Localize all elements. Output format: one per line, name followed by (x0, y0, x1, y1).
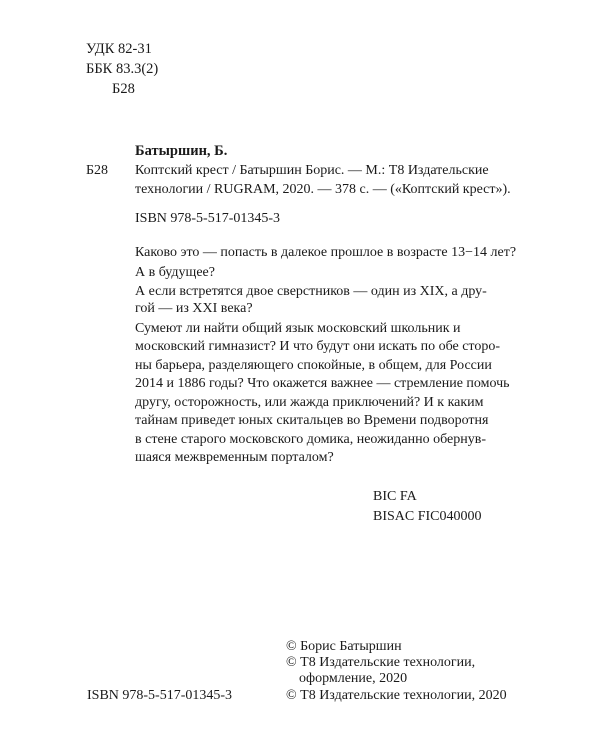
annotation-line: ны барьера, разделяющего спокойные, в общем, для России (135, 358, 492, 373)
annotation-line: тайнам приведет юных скитальцев во Времени подворотня (135, 413, 489, 428)
annotation-line: Каково это — попасть в далекое прошлое в возрасте 13−14 лет? (135, 245, 517, 260)
copyright-line: оформление, 2020 (299, 671, 408, 686)
footer-isbn: ISBN 978-5-517-01345-3 (87, 688, 233, 703)
annotation-line: в стене старого московского домика, неожиданно обернув- (135, 432, 486, 447)
copyright-line: © Борис Батыршин (286, 639, 402, 654)
record-author-mark: Б28 (86, 163, 109, 178)
annotation-line: 2014 и 1886 годы? Что окажется важнее — стремление помочь (135, 376, 510, 391)
biblio-line: Коптский крест / Батыршин Борис. — М.: Т8 Издательские (135, 163, 489, 178)
annotation-line: А если встретятся двое сверстников — один из XIX, а дру- (135, 284, 487, 299)
copyright-line: © Т8 Издательские технологии, (286, 655, 476, 670)
annotation-line: Сумеют ли найти общий язык московский школьник и (135, 321, 461, 336)
bbk-code: ББК 83.3(2) (86, 61, 159, 77)
annotation-line: А в будущее? (135, 265, 215, 280)
bisac-code: BISAC FIC040000 (373, 509, 482, 524)
record-isbn: ISBN 978-5-517-01345-3 (135, 211, 281, 226)
author-mark: Б28 (112, 81, 135, 97)
annotation-line: московский гимназист? И что будут они искать по обе сторо- (135, 339, 501, 354)
bic-code: BIC FA (373, 489, 417, 504)
copyright-line: © Т8 Издательские технологии, 2020 (286, 688, 507, 703)
annotation-line: шаяся межвременным порталом? (135, 450, 334, 465)
author-name: Батыршин, Б. (135, 143, 228, 159)
udk-code: УДК 82-31 (86, 41, 152, 57)
annotation-line: другу, осторожность, или жажда приключений? И к каким (135, 395, 484, 410)
biblio-line: технологии / RUGRAM, 2020. — 378 с. — («Коптский крест»). (135, 182, 511, 197)
annotation-line: гой — из XXI века? (135, 301, 253, 316)
